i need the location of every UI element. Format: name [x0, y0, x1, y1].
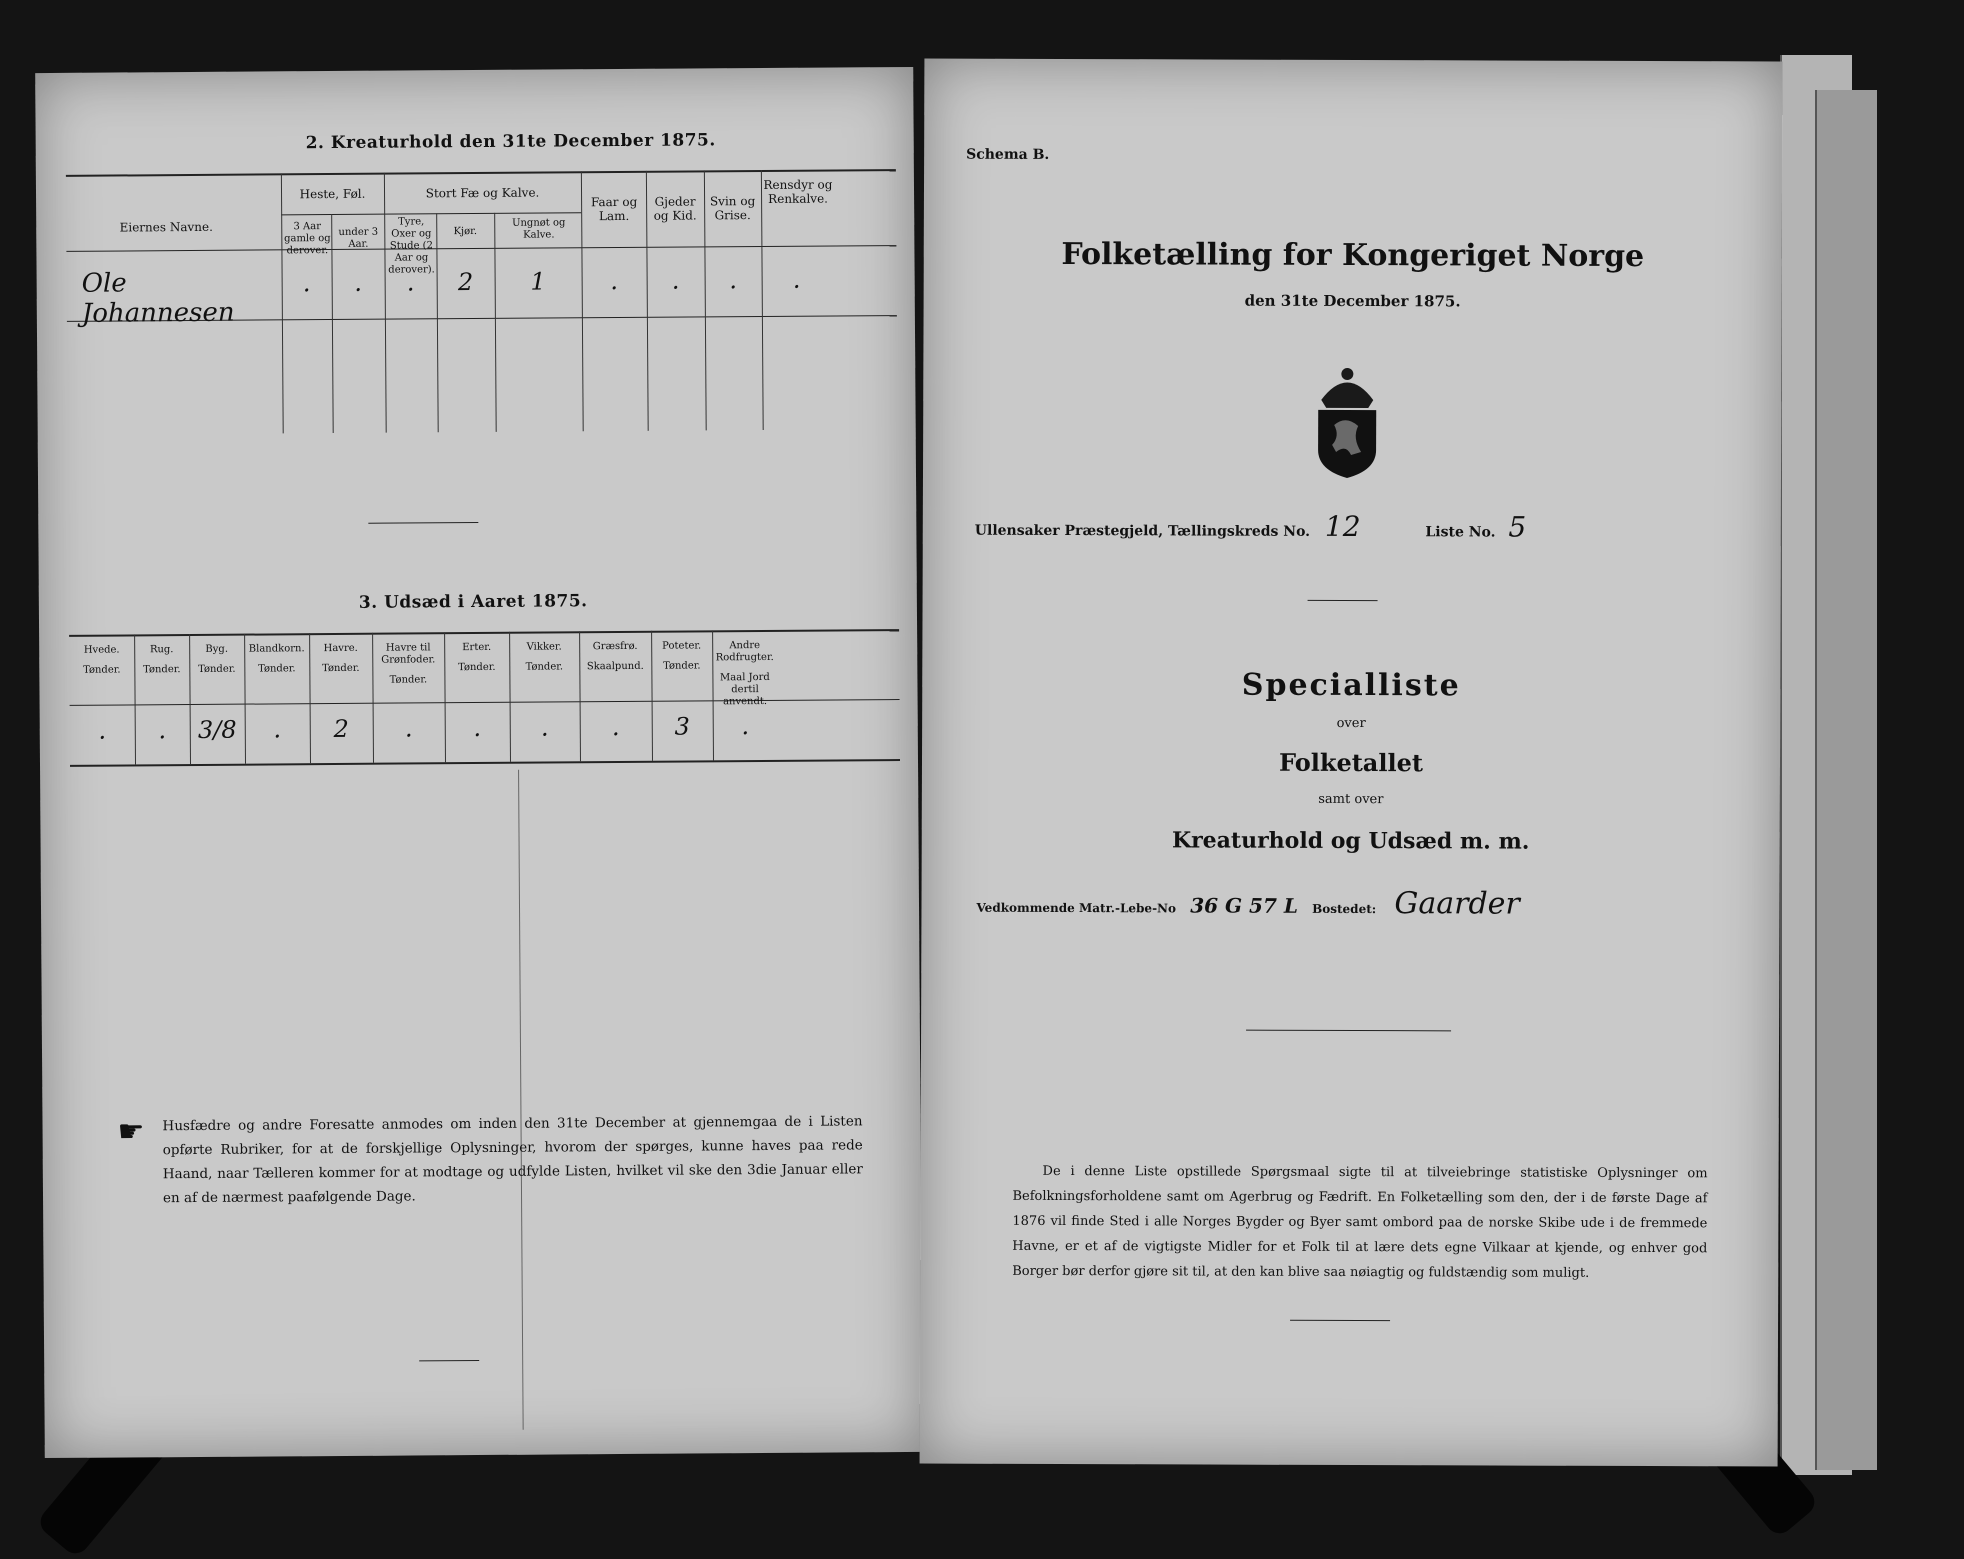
page-stack-edge — [1815, 90, 1877, 1470]
over-text: over — [1336, 715, 1366, 732]
kreaturhold-title: Kreaturhold og Udsæd m. m. — [1171, 827, 1530, 855]
col-faar-header: Faar og Lam. — [590, 194, 638, 224]
udsaed-column-header — [712, 640, 777, 708]
sub-tyre-header: Tyre, Oxer og Stude (2 Aar og derover). — [388, 216, 435, 276]
section3-title: 3. Udsæd i Aaret 1875. — [358, 591, 588, 613]
table-rule — [70, 759, 900, 767]
udsaed-unit: Tønder. — [525, 661, 564, 673]
bosted-prefix: Bostedet: — [1312, 901, 1377, 917]
col-svin-header: Svin og Grise. — [709, 194, 756, 223]
udsaed-value: . — [611, 713, 620, 742]
value-faar: . — [610, 267, 619, 296]
udsaed-unit: Tønder. — [198, 663, 236, 675]
left-page — [35, 67, 923, 1458]
value-rensdyr: . — [792, 265, 801, 294]
udsaed-column-header — [651, 640, 712, 672]
value-gjeder: . — [671, 266, 680, 295]
district-number: 12 — [1324, 509, 1361, 544]
udsaed-crop-name: Rug. — [149, 644, 174, 656]
udsaed-unit: Tønder. — [83, 664, 121, 676]
table-rule — [281, 212, 581, 215]
col-gjeder-header: Gjeder og Kid. — [653, 194, 697, 223]
value-tyre: . — [406, 268, 415, 297]
udsaed-crop-name: Hvede. — [83, 644, 120, 656]
sub-kjor-header: Kjør. — [453, 226, 478, 238]
separator-line — [1246, 1030, 1451, 1032]
folketallet-title: Folketallet — [1278, 747, 1424, 778]
table-divider — [494, 213, 497, 432]
udsaed-crop-name: Andre Rodfrugter. — [715, 640, 774, 664]
udsaed-crop-name: Havre. — [323, 642, 358, 655]
udsaed-unit: Tønder. — [389, 674, 428, 686]
bosted-value: Gaarder — [1394, 886, 1520, 922]
vedkommende-line — [976, 885, 1519, 922]
col-rensdyr-header: Rensdyr og Renkalve. — [763, 177, 833, 206]
udsaed-value: 3/8 — [197, 715, 237, 744]
udsaed-column-header — [134, 644, 189, 676]
value-svin: . — [729, 266, 738, 295]
udsaed-unit: Maal Jord dertil anvendt. — [719, 671, 770, 708]
col-owner-header: Eiernes Navne. — [119, 219, 213, 235]
udsaed-value: . — [540, 713, 549, 742]
udsaed-crop-name: Poteter. — [662, 640, 702, 652]
sub-heste-old-header: 3 Aar gamle og derover. — [284, 221, 331, 257]
udsaed-column-header — [579, 641, 651, 674]
owner-name: Ole Johannesen — [81, 268, 235, 329]
value-ungnod: 1 — [530, 267, 546, 296]
separator-line — [368, 522, 478, 524]
udsaed-unit: Tønder. — [258, 663, 296, 675]
norwegian-lion-crest-icon — [1306, 360, 1388, 480]
udsaed-column-header — [189, 644, 244, 676]
specialliste-title: Specialliste — [1241, 667, 1461, 704]
udsaed-crop-name: Vikker. — [526, 641, 562, 653]
right-page — [920, 59, 1783, 1467]
value-kjor: 2 — [457, 268, 474, 297]
udsaed-crop-name: Græsfrø. — [592, 640, 638, 653]
samt-over-text: samt over — [1318, 791, 1384, 808]
udsaed-unit: Tønder. — [143, 664, 181, 676]
udsaed-value: . — [273, 715, 282, 744]
schema-label: Schema B. — [966, 146, 1050, 163]
section2-title: 2. Kreaturhold den 31te December 1875. — [305, 130, 716, 154]
separator-line — [1290, 1320, 1390, 1321]
udsaed-crop-name: Erter. — [462, 641, 492, 654]
right-notice: De i denne Liste opstillede Spørgsmaal sigte til at tilveiebringe statistiske Oplysninger om Befolkningsforholdene samt om Agerbrug og Fædrift. En Folketælling som den, der i de første Dage af 1876 vil finde Sted i alle Norges Bygder og Byer samt ombord paa de norske Skibe ude i de fremmede Havne, er et af de vigtigste Midler for et Folk til at lære dets egne Vilkaar at kjende, og enhver god Borger bør derfor gjøre sit til, at den kan blive saa nøiagtig og fuldstændig som muligt. — [1012, 1163, 1708, 1281]
udsaed-crop-name: Blandkorn. — [248, 643, 305, 655]
udsaed-unit: Tønder. — [458, 661, 496, 674]
census-date: den 31te December 1875. — [1244, 291, 1461, 311]
udsaed-value: . — [741, 712, 750, 741]
table-rule — [69, 629, 899, 637]
value-heste-young: . — [354, 268, 363, 297]
udsaed-column-header — [444, 642, 509, 674]
table-divider — [761, 170, 764, 430]
udsaed-unit: Skaalpund. — [586, 660, 644, 673]
udsaed-unit: Tønder. — [663, 660, 701, 672]
udsaed-column-header — [372, 642, 444, 687]
udsaed-crop-name: Havre til Grønfoder. — [381, 642, 436, 666]
liste-number: 5 — [1508, 510, 1527, 544]
udsaed-column-header — [244, 643, 309, 675]
udsaed-value: 3 — [674, 712, 690, 741]
table-divider — [436, 213, 439, 432]
separator-line — [419, 1360, 479, 1361]
pointing-hand-icon: ☛ — [117, 1114, 145, 1150]
col-stort-header: Stort Fæ og Kalve. — [425, 185, 540, 201]
table-rule — [66, 169, 896, 177]
udsaed-value: . — [158, 716, 167, 745]
district-line — [975, 509, 1527, 544]
udsaed-column-header — [309, 643, 372, 675]
district-prefix: Ullensaker Præstegjeld, Tællingskreds No. — [974, 522, 1311, 540]
census-title: Folketælling for Kongeriget Norge — [1061, 236, 1645, 275]
table-divider — [384, 173, 387, 433]
udsaed-column-header — [509, 641, 579, 673]
sub-heste-young-header: under 3 Aar. — [338, 226, 379, 250]
udsaed-value: 2 — [333, 714, 350, 744]
udsaed-value: . — [404, 714, 413, 743]
udsaed-value: . — [98, 716, 107, 745]
sub-ungnod-header: Ungnøt og Kalve. — [512, 217, 566, 241]
separator-line — [1308, 600, 1378, 601]
table-divider — [518, 770, 524, 1430]
table-rule — [66, 245, 896, 252]
liste-prefix: Liste No. — [1425, 524, 1496, 541]
matrikkel-number: 36 G 57 L — [1190, 893, 1298, 918]
vedkommende-prefix: Vedkommende Matr.-Lebe-No — [976, 900, 1177, 916]
left-notice: Husfædre og andre Foresatte anmodes om inden den 31te December at gjennemgaa de i Listen opførte Rubriker, for at de forskjellige Oplysninger, hvorom der spørges, kunne haves paa rede Haand, naar Tælleren kommer for at modtage og udfylde Listen, hvilket vil ske den 3die Januar eller en af de nærmest paafølgende Dage. — [162, 1113, 863, 1207]
udsaed-column-header — [69, 644, 134, 676]
value-heste-old: . — [302, 269, 311, 298]
udsaed-crop-name: Byg. — [205, 643, 229, 655]
udsaed-value: . — [473, 713, 482, 743]
udsaed-unit: Tønder. — [322, 662, 360, 675]
col-heste-header: Heste, Føl. — [299, 186, 366, 202]
